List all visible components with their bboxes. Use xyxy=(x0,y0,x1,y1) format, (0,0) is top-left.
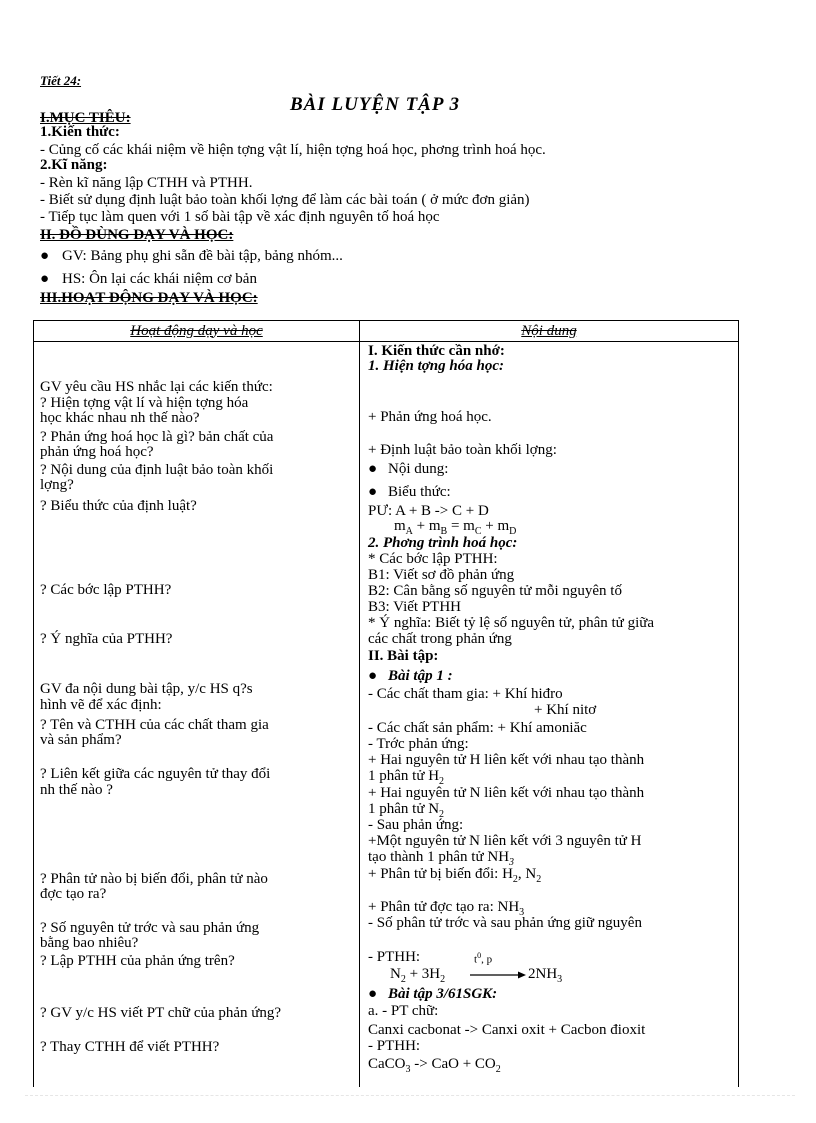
bullet-icon: ● xyxy=(368,986,378,1002)
left-line: ? Số nguyên tử trớc và sau phản ứng xyxy=(40,920,260,936)
right-line: 1. Hiện tợng hóa học: xyxy=(368,358,504,374)
left-line: ? Tên và CTHH của các chất tham gia xyxy=(40,717,269,733)
left-line: GV yêu cầu HS nhắc lại các kiến thức: xyxy=(40,379,273,395)
lesson-title: BÀI LUYỆN TẬP 3 xyxy=(290,94,460,115)
right-line: - Các chất sản phẩm: + Khí amoniăc xyxy=(368,720,587,736)
left-line: nh thế nào ? xyxy=(40,782,113,798)
knowledge-item: - Củng cố các khái niệm về hiện tợng vật lí, hiện tợng hoá học, phơng trình hoá học. xyxy=(40,142,546,158)
left-line: ? Hiện tợng vật lí và hiện tợng hóa xyxy=(40,395,249,411)
bullet-icon: ● xyxy=(40,271,50,287)
right-line: 1 phân tử $N_2$ xyxy=(368,801,445,820)
right-line: ● Bài tập 1 : xyxy=(368,668,453,684)
equation-product: $2NH_3$ xyxy=(528,966,563,985)
left-line: ? Phân tử nào bị biến đổi, phân tử nào xyxy=(40,871,268,887)
activities-heading: III.HOẠT ĐỘNG DẠY VÀ HỌC: xyxy=(40,290,258,306)
left-line: hình vẽ để xác định: xyxy=(40,697,162,713)
right-line: CaCO$_3$ -> CaO + $CO_2$ xyxy=(368,1056,501,1075)
right-line: 2. Phơng trình hoá học: xyxy=(368,535,518,551)
page-edge-divider xyxy=(25,1095,795,1096)
left-line: ? Ý nghĩa của PTHH? xyxy=(40,631,173,647)
bullet-icon: ● xyxy=(368,461,378,477)
right-line: Canxi cacbonat -> Canxi oxit + Cacbon đioxit xyxy=(368,1022,646,1038)
right-line: + Định luật bảo toàn khối lợng: xyxy=(368,442,557,458)
bullet-icon: ● xyxy=(368,484,378,500)
column-header-activities: Hoạt động dạy và học xyxy=(34,321,360,342)
right-line: - PTHH: xyxy=(368,949,421,965)
right-line: + Khí nitơ xyxy=(534,702,597,718)
objectives-heading: I.MỤC TIÊU: xyxy=(40,110,131,126)
right-line: các chất trong phản ứng xyxy=(368,631,512,647)
right-line: + Phân tử bị biến đổi: $H_2$, $N_2$ xyxy=(368,866,542,885)
reaction-arrow-icon xyxy=(470,970,526,980)
bullet-icon: ● xyxy=(368,668,378,684)
right-line: a. - PT chữ: xyxy=(368,1003,439,1019)
right-line: + Hai nguyên tử H liên kết với nhau tạo thành xyxy=(368,752,645,768)
right-line: ● Nội dung: xyxy=(368,461,449,477)
materials-heading: II. ĐỒ DÙNG DẠY VÀ HỌC: xyxy=(40,227,234,243)
lesson-number: Tiết 24: xyxy=(40,73,82,88)
right-line: B2: Cân bằng số nguyên tử mỗi nguyên tố xyxy=(368,583,622,599)
skills-item: - Biết sử dụng định luật bảo toàn khối lợng để làm các bài toán ( ở mức đơn giản) xyxy=(40,192,530,208)
equation-reactants: $N_2 + 3H_2$ xyxy=(390,966,446,985)
materials-item: ● GV: Bảng phụ ghi sẵn đề bài tập, bảng nhóm... xyxy=(40,248,343,264)
right-line: - Sau phản ứng: xyxy=(368,817,464,833)
right-line: 1 phân tử $H_2$ xyxy=(368,768,445,787)
left-line: phản ứng hoá học? xyxy=(40,444,154,460)
left-line: ? Các bớc lập PTHH? xyxy=(40,582,172,598)
left-line: ? Nội dung của định luật bảo toàn khối xyxy=(40,462,274,478)
left-line: ? Thay CTHH để viết PTHH? xyxy=(40,1039,220,1055)
left-line: đợc tạo ra? xyxy=(40,886,107,902)
right-line: ● Biểu thức: xyxy=(368,484,451,500)
right-line: * Các bớc lập PTHH: xyxy=(368,551,498,567)
left-line: và sản phẩm? xyxy=(40,732,122,748)
left-line: ? GV y/c HS viết PT chữ của phản ứng? xyxy=(40,1005,282,1021)
right-line: + Phân tử đợc tạo ra: $NH_3$ xyxy=(368,899,525,918)
left-line: học khác nhau nh thế nào? xyxy=(40,410,200,426)
right-line: - PTHH: xyxy=(368,1038,421,1054)
mass-formula: $m_A + m_B = m_C + m_D$ xyxy=(394,518,517,537)
right-line: + Phản ứng hoá học. xyxy=(368,409,492,425)
column-header-content: Nội dung xyxy=(360,321,739,342)
right-line: - Số phân tử trớc và sau phản ứng giữ nguyên xyxy=(368,915,642,931)
left-column xyxy=(34,342,360,1088)
right-line: * Ý nghĩa: Biết tỷ lệ số nguyên tử, phân tử giữa xyxy=(368,615,655,631)
reaction-condition: $t^0$, p xyxy=(474,951,493,966)
knowledge-heading: 1.Kiến thức: xyxy=(40,124,120,140)
right-line: II. Bài tập: xyxy=(368,648,439,664)
left-line: bằng bao nhiêu? xyxy=(40,935,139,951)
right-line: +Một nguyên tử N liên kết với 3 nguyên tử H xyxy=(368,833,642,849)
left-line: ? Lập PTHH của phản ứng trên? xyxy=(40,953,235,969)
right-line: - Các chất tham gia: + Khí hiđro xyxy=(368,686,563,702)
skills-item: - Rèn kĩ năng lập CTHH và PTHH. xyxy=(40,175,253,191)
skills-item: - Tiếp tục làm quen với 1 số bài tập về xác định nguyên tố hoá học xyxy=(40,209,440,225)
right-line: B3: Viết PTHH xyxy=(368,599,461,615)
right-line: tạo thành 1 phân tử $NH_3$ xyxy=(368,849,515,868)
left-line: GV đa nội dung bài tập, y/c HS q?s xyxy=(40,681,253,697)
right-line: ● Bài tập 3/61SGK: xyxy=(368,986,498,1002)
left-line: ? Liên kết giữa các nguyên tử thay đổi xyxy=(40,766,271,782)
activities-table xyxy=(33,320,739,1087)
right-line: - Trớc phản ứng: xyxy=(368,736,469,752)
right-line: B1: Viết sơ đồ phản ứng xyxy=(368,567,515,583)
materials-item: ● HS: Ôn lại các khái niệm cơ bản xyxy=(40,271,257,287)
left-line: ? Biểu thức của định luật? xyxy=(40,498,197,514)
left-line: lợng? xyxy=(40,477,74,493)
left-line: ? Phản ứng hoá học là gì? bản chất của xyxy=(40,429,274,445)
right-column xyxy=(360,342,739,1088)
right-line: PƯ: A + B -> C + D xyxy=(368,503,489,519)
skills-heading: 2.Kĩ năng: xyxy=(40,157,108,173)
bullet-icon: ● xyxy=(40,248,50,264)
right-line: + Hai nguyên tử N liên kết với nhau tạo thành xyxy=(368,785,645,801)
right-line: I. Kiến thức cần nhớ: xyxy=(368,343,505,359)
